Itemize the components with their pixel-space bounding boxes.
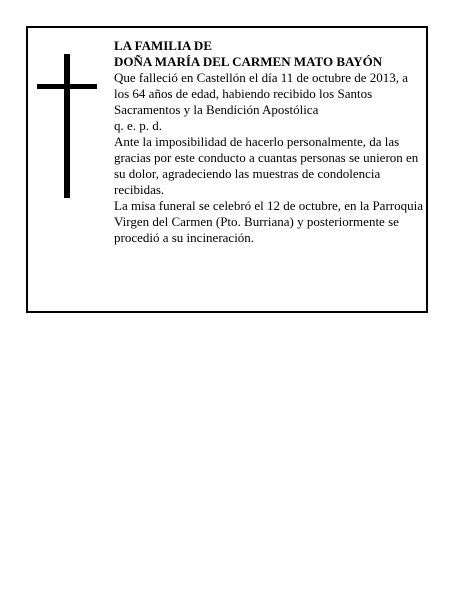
rest-in-peace: q. e. p. d. <box>114 118 163 133</box>
deceased-name: DOÑA MARÍA DEL CARMEN MATO BAYÓN <box>114 54 383 69</box>
notice-text <box>114 38 426 246</box>
cross-icon <box>37 54 97 198</box>
family-heading: LA FAMILIA DE <box>114 38 212 53</box>
funeral-mass-paragraph: La misa funeral se celebró el 12 de octubre, en la Parroquia Virgen del Carmen (Pto. Burriana) y posteriormente se procedió a su incineración. <box>114 198 423 245</box>
death-announcement: Que falleció en Castellón el día 11 de octubre de 2013, a los 64 años de edad, habiendo recibido los Santos Sacramentos y la Bendición Apostólica <box>114 70 409 117</box>
cross-horizontal-bar <box>37 84 97 89</box>
cross-vertical-bar <box>64 54 70 198</box>
thanks-paragraph: Ante la imposibilidad de hacerlo personalmente, da las gracias por este conducto a cuantas personas se unieron en su dolor, agradeciendo las muestras de condolencia recibidas. <box>114 134 419 197</box>
